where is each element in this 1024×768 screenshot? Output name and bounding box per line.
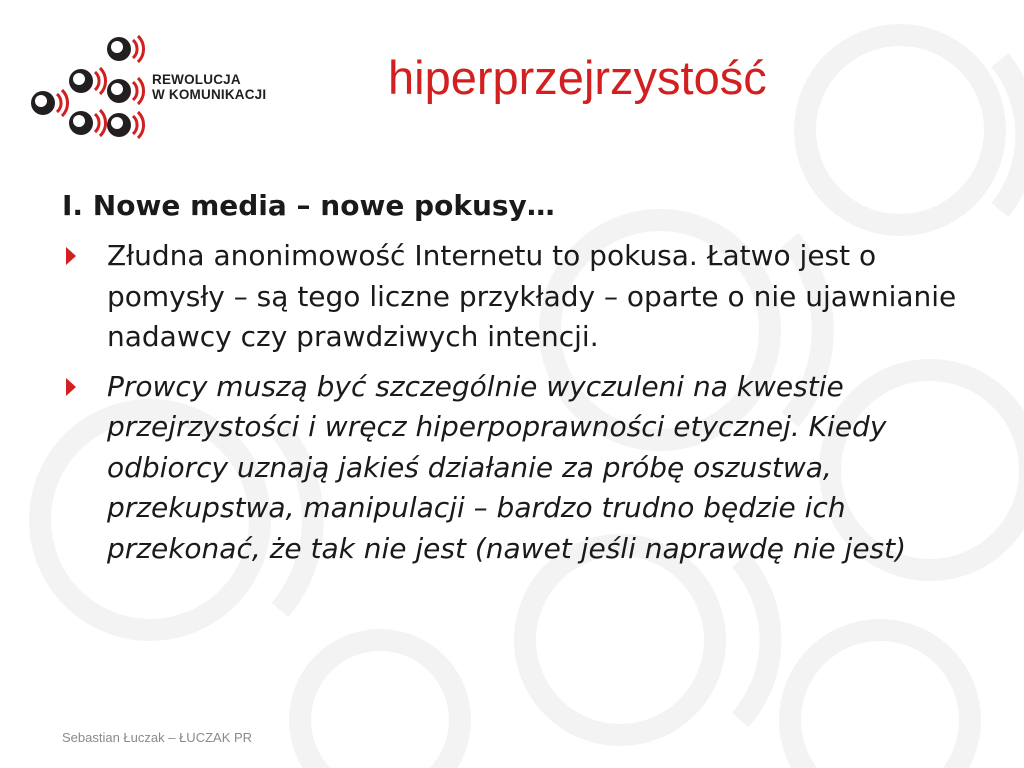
- logo-line-1: REWOLUCJA: [152, 72, 241, 87]
- logo-line-2: W KOMUNIKACJI: [152, 87, 267, 102]
- logo-text: [152, 72, 266, 102]
- slide-title: hiperprzejrzystość: [388, 51, 767, 104]
- section-heading: I. Nowe media – nowe pokusy…: [62, 189, 555, 222]
- bullet-text: Prowcy muszą być szczególnie wyczuleni na kwestie przejrzystości i wręcz hiperpoprawności etycznej. Kiedy odbiorcy uznają jakieś działanie za próbę oszustwa, przekupstwa, manipulacji – bardzo trudno będzie ich przekonać, że tak nie jest (nawet jeśli naprawdę nie jest): [107, 369, 907, 565]
- speaking-face-icon: [31, 36, 144, 138]
- bullet-item: [62, 236, 957, 358]
- bullet-arrow-icon: [66, 247, 76, 265]
- bullet-arrow-icon: [66, 378, 76, 396]
- bullet-text: Złudna anonimowość Internetu to pokusa. Łatwo jest o pomysły – są tego liczne przykłady – oparte o nie ujawnianie nadawcy czy prawdziwych intencji.: [107, 239, 957, 353]
- bullet-item: [62, 367, 957, 570]
- slide-content: [62, 186, 962, 578]
- footer-credit: Sebastian Łuczak – ŁUCZAK PR: [62, 730, 253, 745]
